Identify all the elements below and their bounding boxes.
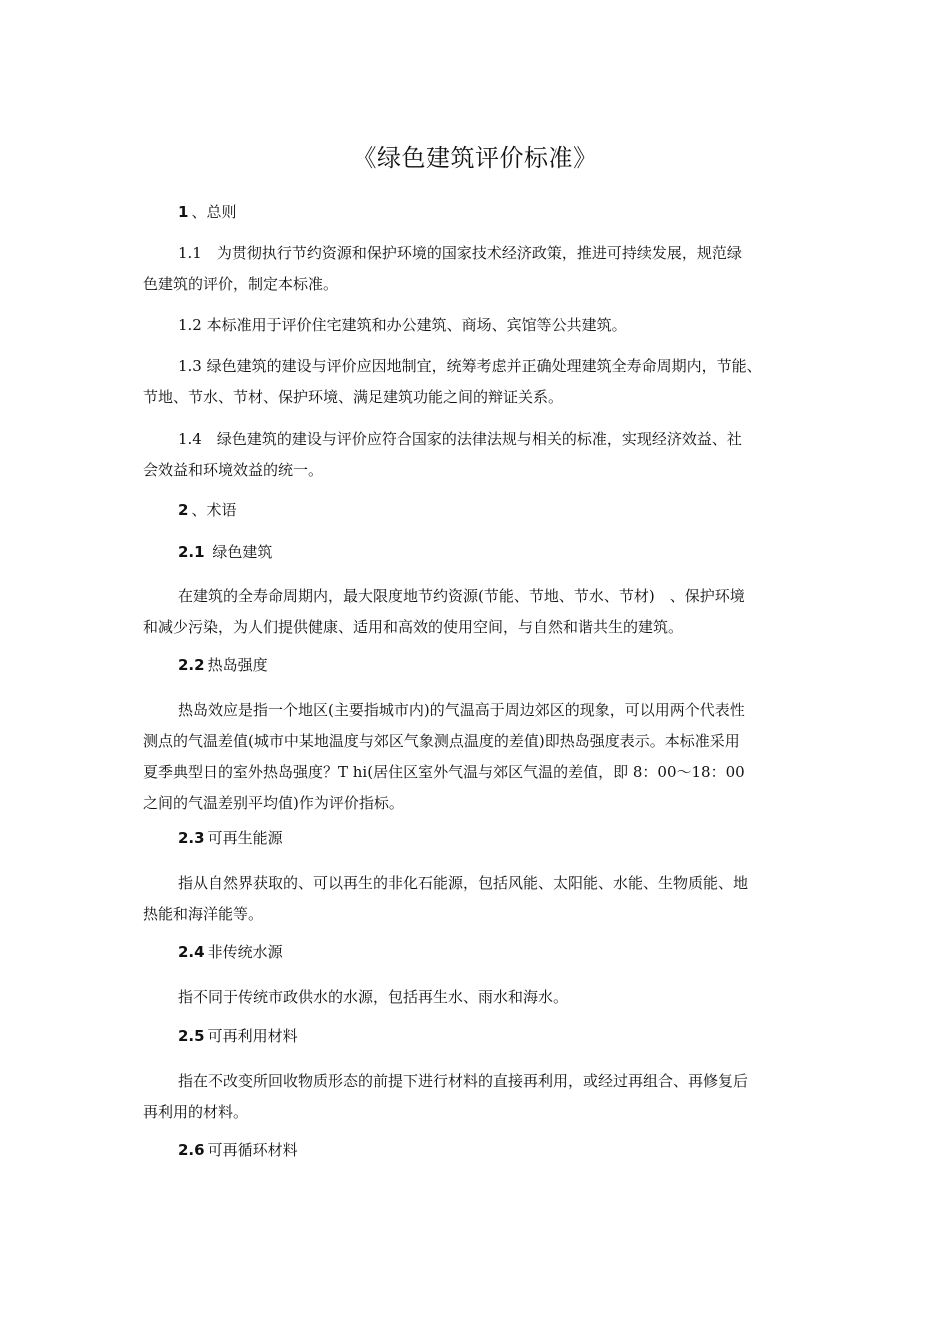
section-label: 、总则 — [191, 203, 237, 221]
section-number: 1 — [178, 203, 189, 221]
document-title: 《绿色建筑评价标准》 — [352, 144, 598, 172]
section-2-2-heading — [178, 650, 268, 681]
paragraph-line: 会效益和环境效益的统一。 — [143, 461, 324, 479]
paragraph-line: 节地、节水、节材、保护环境、满足建筑功能之间的辩证关系。 — [143, 388, 564, 406]
section-label: 热岛强度 — [207, 656, 268, 674]
section-label: 、术语 — [191, 501, 237, 519]
section-1-heading — [178, 197, 236, 228]
paragraph-line: 1.4 绿色建筑的建设与评价应符合国家的法律法规与相关的标准，实现经济效益、社 — [178, 430, 742, 448]
section-2-heading — [178, 495, 236, 526]
paragraph-line: 1.3 绿色建筑的建设与评价应因地制宜，统筹考虑并正确处理建筑全寿命周期内，节能、 — [178, 357, 762, 375]
paragraph-line: 测点的气温差值(城市中某地温度与郊区气象测点温度的差值)即热岛强度表示。本标准采用 — [143, 732, 740, 750]
section-number: 2 — [178, 501, 189, 519]
paragraph-line: 热岛效应是指一个地区(主要指城市内)的气温高于周边郊区的现象，可以用两个代表性 — [178, 701, 745, 719]
section-number: 2.6 — [178, 1141, 205, 1159]
section-number: 2.3 — [178, 829, 205, 847]
paragraph-line: 在建筑的全寿命周期内，最大限度地节约资源(节能、节地、节水、节材) 、保护环境 — [178, 587, 745, 605]
paragraph-line: 指不同于传统市政供水的水源，包括再生水、雨水和海水。 — [178, 988, 569, 1006]
section-2-4-heading — [178, 937, 283, 968]
paragraph-1-2 — [143, 310, 808, 341]
section-label: 非传统水源 — [207, 943, 283, 961]
paragraph-line: 夏季典型日的室外热岛强度？T hi(居住区室外气温与郊区气温的差值，即 8：00～18：00 — [143, 763, 745, 781]
paragraph-2-5 — [143, 1066, 808, 1128]
paragraph-line: 和减少污染，为人们提供健康、适用和高效的使用空间，与自然和谐共生的建筑。 — [143, 618, 684, 636]
section-2-3-heading — [178, 823, 283, 854]
paragraph-1-4 — [143, 424, 808, 486]
paragraph-line: 指从自然界获取的、可以再生的非化石能源，包括风能、太阳能、水能、生物质能、地 — [178, 874, 749, 892]
section-2-5-heading — [178, 1021, 298, 1052]
paragraph-2-2 — [143, 695, 808, 819]
section-label: 绿色建筑 — [207, 543, 273, 561]
paragraph-line: 之间的气温差别平均值)作为评价指标。 — [143, 794, 404, 812]
paragraph-1-1 — [143, 238, 808, 300]
paragraph-2-4 — [143, 982, 808, 1013]
paragraph-line: 再利用的材料。 — [143, 1103, 249, 1121]
paragraph-line: 指在不改变所回收物质形态的前提下进行材料的直接再利用，或经过再组合、再修复后 — [178, 1072, 749, 1090]
paragraph-line: 1.2 本标准用于评价住宅建筑和办公建筑、商场、宾馆等公共建筑。 — [178, 316, 627, 334]
paragraph-line: 1.1 为贯彻执行节约资源和保护环境的国家技术经济政策，推进可持续发展，规范绿 — [178, 244, 742, 262]
section-number: 2.4 — [178, 943, 205, 961]
paragraph-2-1 — [143, 581, 808, 643]
section-number: 2.2 — [178, 656, 205, 674]
section-label: 可再利用材料 — [207, 1027, 298, 1045]
section-2-6-heading — [178, 1135, 298, 1166]
section-label: 可再循环材料 — [207, 1141, 298, 1159]
paragraph-line: 热能和海洋能等。 — [143, 905, 264, 923]
paragraph-line: 色建筑的评价，制定本标准。 — [143, 275, 339, 293]
section-number: 2.5 — [178, 1027, 205, 1045]
section-number: 2.1 — [178, 543, 205, 561]
section-2-1-heading — [178, 537, 272, 568]
section-label: 可再生能源 — [207, 829, 283, 847]
paragraph-1-3 — [143, 351, 808, 413]
paragraph-2-3 — [143, 868, 808, 930]
